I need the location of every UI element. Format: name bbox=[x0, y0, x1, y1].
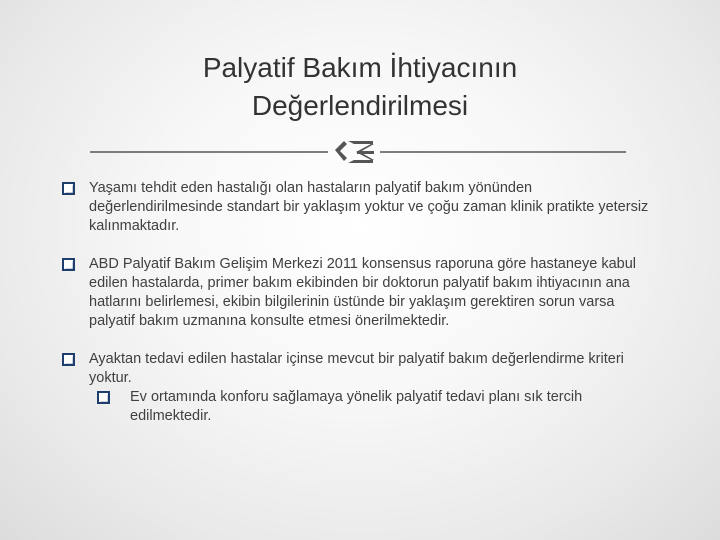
checkbox-square-icon bbox=[62, 258, 75, 271]
bullet-text: Yaşamı tehdit eden hastalığı olan hastaların palyatif bakım yönünden değerlendirilmesinde standart bir yaklaşım yoktur ve çoğu zaman klinik pratikte yetersiz kalınmaktadır. bbox=[89, 180, 649, 234]
title-line-1: Palyatif Bakım İhtiyacının bbox=[202, 52, 518, 83]
bullet-text: Ayaktan tedavi edilen hastalar içinse mevcut bir palyatif bakım değerlendirme kriteri yoktur. bbox=[89, 351, 624, 386]
checkbox-square-icon bbox=[97, 391, 110, 404]
title-line-2: Değerlendirilmesi bbox=[251, 90, 469, 121]
sub-bullet-item bbox=[97, 388, 662, 426]
title-divider bbox=[88, 135, 628, 165]
bullet-text: ABD Palyatif Bakım Gelişim Merkezi 2011 konsensus raporuna göre hastaneye kabul edilen hastalarda, primer bakım ekibinden bir doktorun palyatif bakım ihtiyacının ana hatlarını belirlemesi, ekibin bilgilerinin üstünde bir yaklaşım gerektiren sorun varsa palyatif bakım uzmanına konsulte etmesi önerilmektedir. bbox=[89, 256, 636, 329]
bullet-item bbox=[62, 350, 662, 426]
bullet-item bbox=[62, 179, 662, 236]
checkbox-square-icon bbox=[62, 353, 75, 366]
sub-bullet-text: Ev ortamında konforu sağlamaya yönelik palyatif tedavi planı sık tercih edilmektedir. bbox=[130, 389, 583, 424]
bullet-item bbox=[62, 255, 662, 331]
sub-bullet-list bbox=[89, 388, 662, 426]
checkbox-square-icon bbox=[62, 182, 75, 195]
quote-ornament-icon bbox=[335, 140, 374, 164]
slide-title bbox=[60, 49, 660, 125]
bullet-list bbox=[62, 179, 662, 445]
